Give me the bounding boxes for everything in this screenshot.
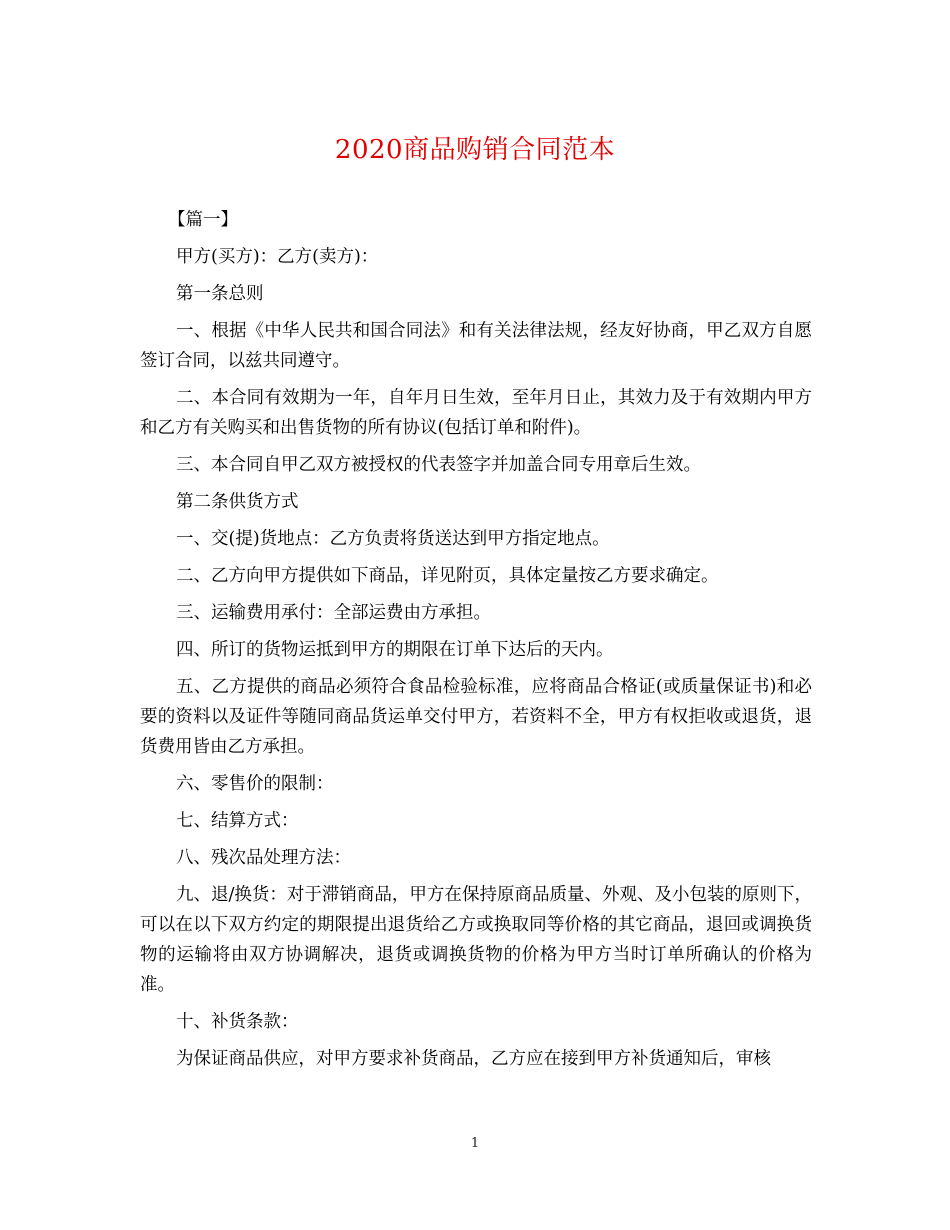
clause-paragraph: 一、交(提)货地点：乙方负责将货送达到甲方指定地点。 — [176, 529, 610, 549]
document-body — [140, 205, 812, 1081]
clause-paragraph: 七、结算方式： — [176, 811, 299, 831]
clause-paragraph: 八、残次品处理方法： — [176, 848, 351, 868]
article-heading: 第一条总则 — [176, 284, 264, 304]
article-heading: 第二条供货方式 — [176, 492, 299, 512]
clause-paragraph: 一、根据《中华人民共和国合同法》和有关法律法规，经友好协商，甲乙双方自愿签订合同，以兹共同遵守。 — [140, 321, 812, 371]
clause-paragraph: 四、所订的货物运抵到甲方的期限在订单下达后的天内。 — [176, 640, 614, 660]
clause-paragraph: 五、乙方提供的商品必须符合食品检验标准，应将商品合格证(或质量保证书)和必要的资料以及证件等随同商品货运单交付甲方，若资料不全，甲方有权拒收或退货，退货费用皆由乙方承担。 — [140, 677, 812, 757]
clause-paragraph: 三、本合同自甲乙双方被授权的代表签字并加盖合同专用章后生效。 — [176, 455, 701, 475]
clause-paragraph: 三、运输费用承付：全部运费由方承担。 — [176, 603, 491, 623]
page-number: 1 — [470, 1136, 480, 1151]
clause-paragraph: 二、乙方向甲方提供如下商品，详见附页，具体定量按乙方要求确定。 — [176, 566, 719, 586]
document-title: 2020商品购销合同范本 — [334, 135, 616, 165]
clause-paragraph: 为保证商品供应，对甲方要求补货商品，乙方应在接到甲方补货通知后，审核 — [176, 1049, 771, 1069]
clause-paragraph: 九、退/换货：对于滞销商品，甲方在保持原商品质量、外观、及小包装的原则下，可以在以下双方约定的期限提出退货给乙方或换取同等价格的其它商品，退回或调换货物的运输将由双方协调解决，退货或调换货物的价格为甲方当时订单所确认的价格为准。 — [140, 885, 812, 995]
clause-paragraph: 六、零售价的限制： — [176, 774, 334, 794]
party-line: 甲方(买方)：乙方(卖方)： — [176, 247, 379, 267]
section-label: 【篇一】 — [168, 210, 238, 230]
clause-paragraph: 二、本合同有效期为一年，自年月日生效，至年月日止，其效力及于有效期内甲方和乙方有关购买和出售货物的所有协议(包括订单和附件)。 — [140, 388, 812, 438]
clause-paragraph: 十、补货条款： — [176, 1012, 299, 1032]
